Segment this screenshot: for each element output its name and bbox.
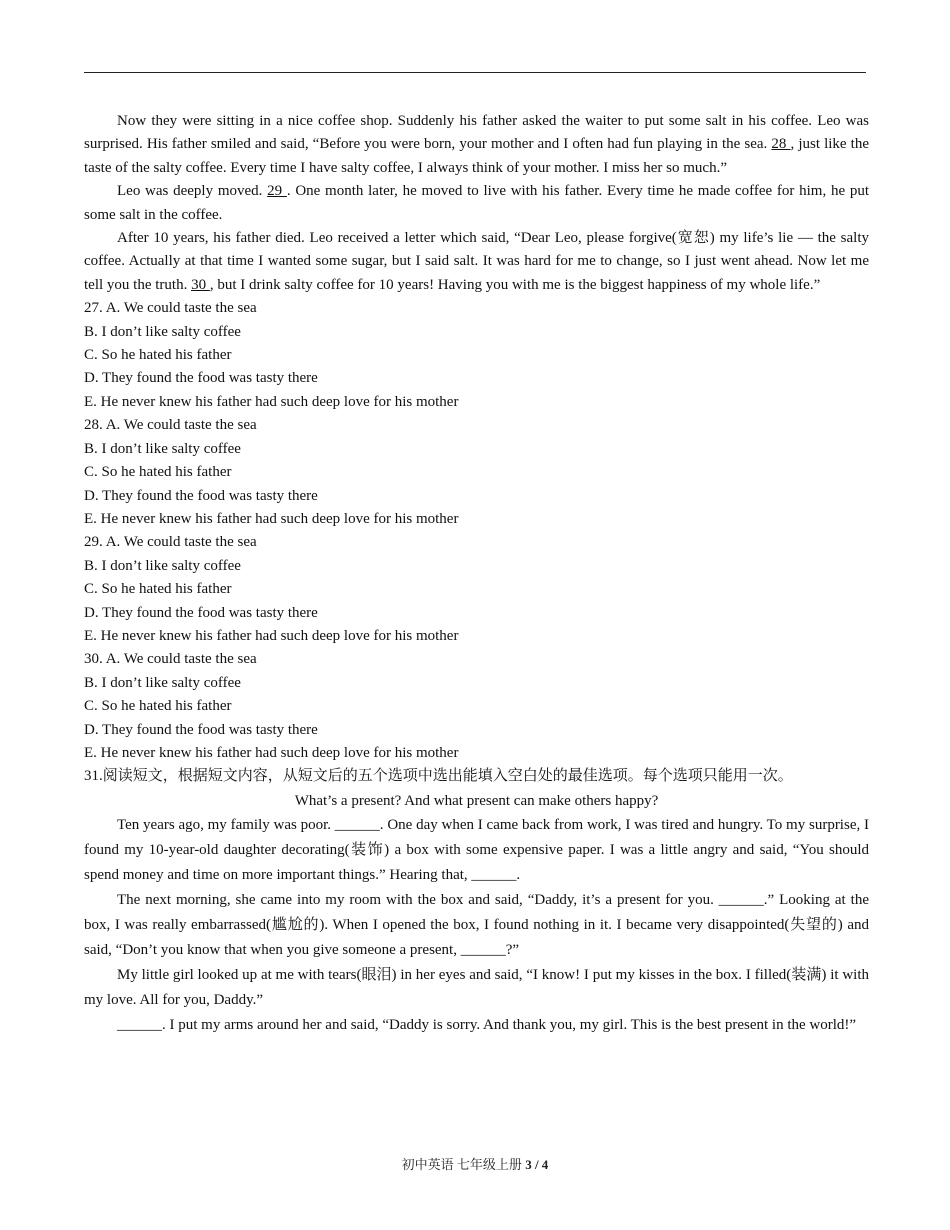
passage-paragraph: ______. I put my arms around her and said, “Daddy is sorry. And thank you, my girl. This is the best present in the world!” [117,1017,857,1034]
option-c: C. So he hated his father [84,347,232,364]
option-b: B. I don’t like salty coffee [84,440,241,457]
option-b: B. I don’t like salty coffee [84,674,241,691]
option-d: D. They found the food was tasty there [84,487,318,504]
blank-29: 29 [267,183,287,200]
option-e: E. He never knew his father had such deep love for his mother [84,510,459,527]
passage-paragraph: My little girl looked up at me with tears(眼泪) in her eyes and said, “I know! I put my kisses in the box. I filled(装满) it with my love. All for you, Daddy.” [84,967,869,1009]
blank-30: 30 [191,276,210,293]
option-c: C. So he hated his father [84,698,232,715]
option-d: D. They found the food was tasty there [84,370,318,387]
passage-paragraph: Ten years ago, my family was poor. ______. One day when I came back from work, I was tired and hungry. To my surprise, I found my 10-year-old daughter decorating(装饰) a box with some expensive paper. I was a little angry and said, “You should spend money and time on more important things.” Hearing that, ______. [84,817,869,884]
footer-label: 初中英语 七年级上册 [401,1157,526,1172]
page-content [84,110,869,1038]
question-31-instruction: 31.阅读短文，根据短文内容，从短文后的五个选项中选出能填入空白处的最佳选项。每个选项只能用一次。 [84,768,793,785]
question-29 [84,531,869,648]
blank-28: 28 [771,136,791,153]
option-a: 29. A. We could taste the sea [84,534,257,551]
option-b: B. I don’t like salty coffee [84,323,241,340]
passage-title: What’s a present? And what present can make others happy? [294,792,659,809]
passage-paragraph: The next morning, she came into my room with the box and said, “Daddy, it’s a present for you. ______.” Looking at the box, I was really embarrassed(尴尬的). When I opened the box, I found nothing in it. I became very disappointed(失望的) and said, “Don’t you know that when you give someone a present, ______?” [84,892,869,959]
question-30 [84,648,869,765]
option-e: E. He never knew his father had such deep love for his mother [84,393,459,410]
page-footer [0,1154,950,1173]
option-e: E. He never knew his father had such deep love for his mother [84,627,459,644]
option-a: 28. A. We could taste the sea [84,417,257,434]
option-a: 30. A. We could taste the sea [84,651,257,668]
option-c: C. So he hated his father [84,464,232,481]
option-b: B. I don’t like salty coffee [84,557,241,574]
question-27 [84,297,869,414]
option-a: 27. A. We could taste the sea [84,300,257,317]
page-number: 3 / 4 [525,1157,549,1172]
passage-paragraph: Leo was deeply moved. 29 . One month later, he moved to live with his father. Every time he made coffee for him, he put some salt in the coffee. [84,183,869,223]
passage-paragraph: After 10 years, his father died. Leo received a letter which said, “Dear Leo, please forgive(宽恕) my life’s lie — the salty coffee. Actually at that time I wanted some sugar, but I said salt. It was hard for me to change, so I just went ahead. Now let me tell you the truth. 30 , but I drink salty coffee for 10 years! Having you with me is the biggest happiness of my whole life.” [84,230,869,293]
header-rule [84,72,866,73]
passage-paragraph: Now they were sitting in a nice coffee shop. Suddenly his father asked the waiter to put some salt in his coffee. Leo was surprised. His father smiled and said, “Before you were born, your mother and I often had fun playing in the sea. 28 , just like the taste of the salty coffee. Every time I have salty coffee, I always think of your mother. I miss her so much.” [84,113,869,176]
option-e: E. He never knew his father had such deep love for his mother [84,744,459,761]
question-28 [84,414,869,531]
option-d: D. They found the food was tasty there [84,604,318,621]
option-c: C. So he hated his father [84,581,232,598]
option-d: D. They found the food was tasty there [84,721,318,738]
